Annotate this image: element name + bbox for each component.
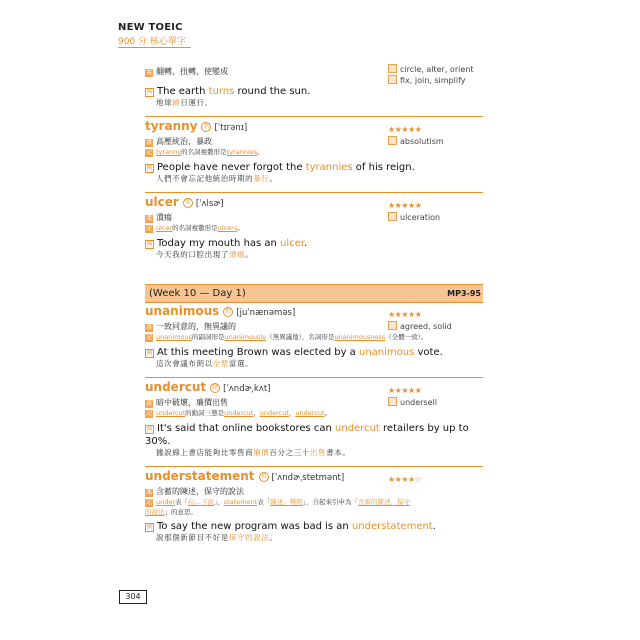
note-tag-icon: 記 — [145, 225, 152, 232]
synonym: undersell — [388, 397, 437, 408]
example-sentence: 例 The earth turns round the sun. — [146, 86, 311, 97]
usage-note: 記 under表「在…下面」，statement表「陳述，聲明」，合起來引申為「含蓄的陳述，保守 的說法」的意思。 — [145, 498, 411, 516]
definition: 翻轉，扭轉，使變成 — [156, 67, 228, 76]
synonym-tag-icon — [388, 212, 397, 221]
example-tag-icon: 例 — [146, 524, 153, 531]
usage-note: 記 tyranny的名詞複數形是tyrannies。 — [145, 148, 264, 156]
headword: undercut — [145, 380, 207, 394]
entry-ulcer — [145, 197, 483, 260]
phonetic: [ˈtɪrənɪ] — [214, 123, 248, 133]
example-tag-icon: 例 — [146, 165, 153, 172]
example-translation: 今天我的口腔出現了潰瘍。 — [156, 250, 254, 259]
part-of-speech-icon: 名 — [184, 199, 191, 206]
divider — [145, 192, 483, 193]
example-translation: 這次會議布朗以全票當選。 — [156, 359, 254, 368]
frequency-stars: ★★★★★ — [388, 201, 422, 210]
frequency-stars: ★★★★★ — [388, 125, 422, 134]
phonetic: [ˈʌlsɚ] — [195, 199, 224, 209]
synonyms: circle, alter, orient fix, join, simplify — [388, 64, 473, 86]
header-subtitle: 900 分 核心單字 — [118, 37, 186, 47]
example-sentence: 例 Today my mouth has an ulcer. — [146, 238, 308, 249]
example-sentence: 例 To say the new program was bad is an understatement. — [146, 521, 436, 532]
page-number: 304 — [119, 590, 147, 604]
headword: tyranny — [145, 119, 198, 133]
definition: 一致同意的，無異議的 — [156, 322, 236, 331]
example-tag-icon: 例 — [146, 89, 153, 96]
synonym: agreed, solid — [388, 321, 452, 332]
mp3-track-label: MP3-95 — [447, 289, 481, 298]
usage-note: 記 undercut的動詞三態是undercut，undercut，undercut。 — [145, 409, 332, 417]
entry-tyranny — [145, 121, 483, 184]
part-of-speech-icon: 名 — [260, 473, 267, 480]
headword: understatement — [145, 469, 255, 483]
definition: 潰瘍 — [156, 213, 172, 222]
entry-undercut — [145, 382, 483, 458]
example-tag-icon: 例 — [146, 241, 153, 248]
frequency-stars: ★★★★★ — [388, 386, 422, 395]
divider — [145, 377, 483, 378]
definition: 高壓統治，暴政 — [156, 137, 212, 146]
entry-unanimous — [145, 306, 483, 369]
note-tag-icon: 記 — [145, 334, 152, 341]
frequency-stars: ★★★★☆ — [388, 475, 422, 484]
antonym-tag-icon — [388, 75, 397, 84]
usage-note: 記 unanimous的副詞形是unanimously（無異議地），名詞形是unanimousness（全體一致）。 — [145, 333, 428, 341]
usage-note: 記 ulcer的名詞複數形是ulcers。 — [145, 224, 244, 232]
week-day-label: (Week 10 — Day 1) — [149, 288, 246, 299]
synonym-tag-icon — [388, 321, 397, 330]
example-sentence: 例 People have never forgot the tyrannies of his reign. — [146, 162, 415, 173]
note-tag-icon: 記 — [145, 499, 152, 506]
definition-tag-icon: 義 — [145, 215, 152, 222]
example-translation: 說那個新節目不好是保守的說法。 — [156, 533, 278, 542]
divider — [145, 466, 483, 467]
definition: 暗中破壞，廉價出售 — [156, 398, 228, 407]
synonym-tag-icon — [388, 397, 397, 406]
example-tag-icon: 例 — [146, 350, 153, 357]
part-of-speech-icon: 形 — [225, 308, 232, 315]
part-of-speech-icon: 名 — [203, 123, 210, 130]
entry-turn — [145, 66, 483, 108]
headword: ulcer — [145, 195, 179, 209]
definition-tag-icon: 義 — [145, 324, 152, 331]
divider — [145, 116, 483, 117]
definition-tag-icon: 義 — [145, 489, 152, 496]
headword: unanimous — [145, 304, 220, 318]
header-title: NEW TOEIC — [118, 22, 183, 33]
note-tag-icon: 記 — [145, 410, 152, 417]
header-underline — [118, 47, 191, 48]
definition-tag-icon: 義 — [145, 69, 152, 76]
part-of-speech-icon: 動 — [212, 384, 219, 391]
note-tag-icon: 記 — [145, 149, 152, 156]
definition-tag-icon: 義 — [145, 139, 152, 146]
synonym-tag-icon — [388, 64, 397, 73]
synonym: absolutism — [388, 136, 444, 147]
example-sentence: 例 It's said that online bookstores can undercut retailers by up to 30%. — [145, 423, 469, 447]
definition-tag-icon: 義 — [145, 400, 152, 407]
synonym: ulceration — [388, 212, 440, 223]
phonetic: [ˈʌndɚˌstetmənt] — [271, 473, 345, 483]
frequency-stars: ★★★★★ — [388, 310, 422, 319]
example-tag-icon: 例 — [146, 426, 153, 433]
example-sentence: 例 At this meeting Brown was elected by a unanimous vote. — [146, 347, 443, 358]
synonym-tag-icon — [388, 136, 397, 145]
example-translation: 據說線上書店能夠比零售商廉價百分之三十出售書本。 — [156, 448, 351, 457]
week-day-banner — [145, 284, 483, 303]
example-translation: 地球繞日運行。 — [156, 98, 213, 107]
dictionary-page-content — [145, 66, 483, 543]
example-translation: 人們不會忘記他統治時期的暴行。 — [156, 174, 278, 183]
definition: 含蓄的陳述，保守的說法 — [156, 487, 244, 496]
phonetic: [ˈʌndɚˌkʌt] — [223, 384, 271, 394]
phonetic: [juˈnænəməs] — [236, 308, 296, 318]
entry-understatement — [145, 471, 483, 543]
